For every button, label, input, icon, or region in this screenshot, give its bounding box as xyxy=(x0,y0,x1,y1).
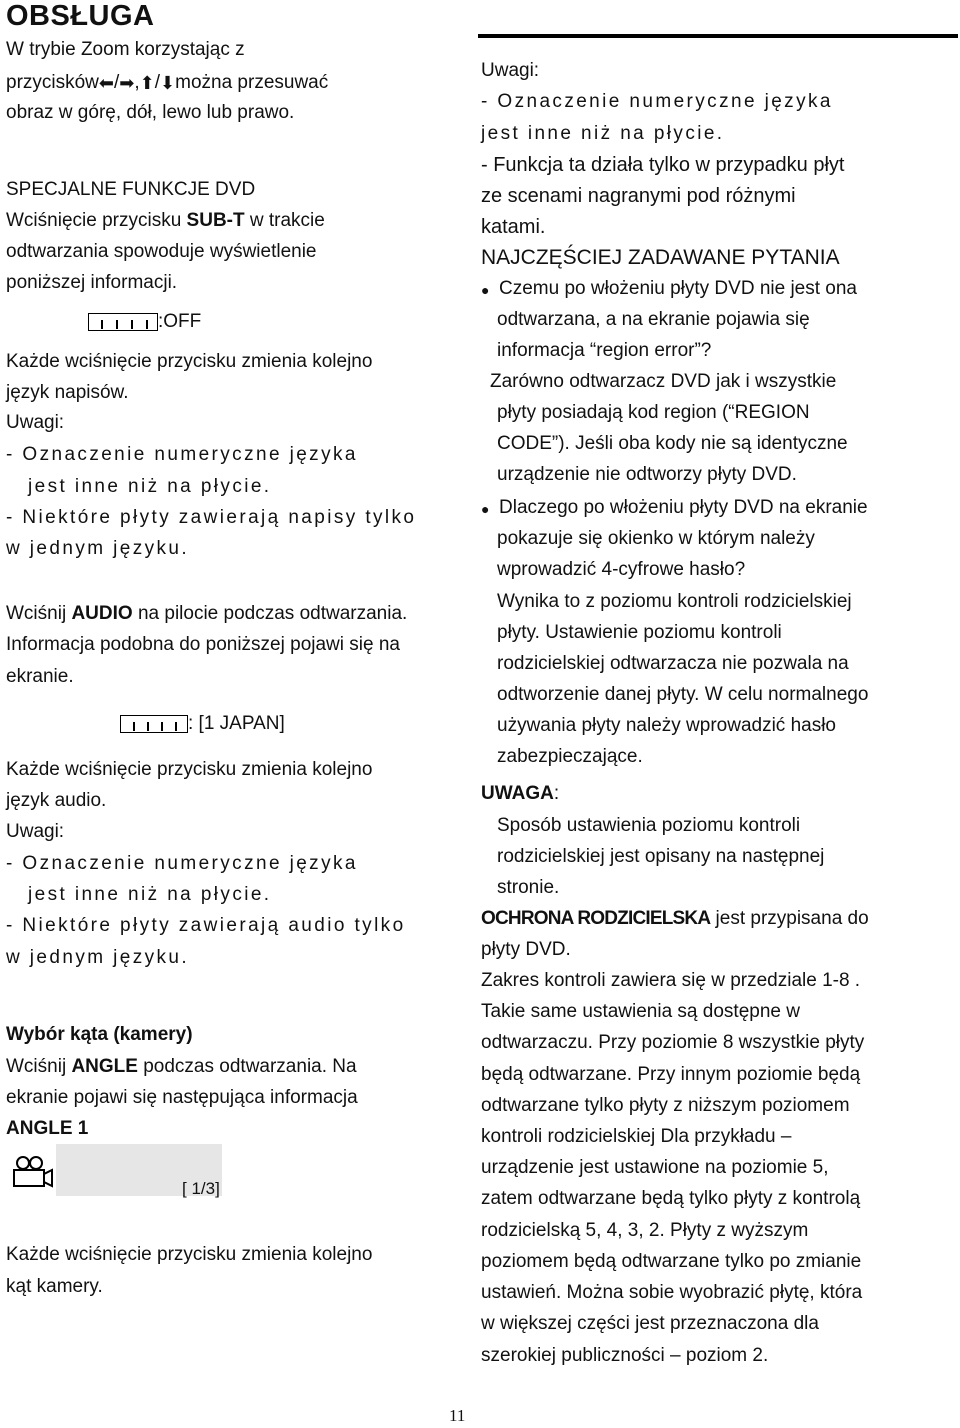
angle-title: Wybór kąta (kamery) xyxy=(6,1024,193,1045)
note-text: - Funkcja ta działa tylko w przypadku płyt xyxy=(481,154,845,176)
angle-osd-value: [ 1/3] xyxy=(182,1179,220,1198)
note-text: - Niektóre płyty zawierają audio tylko xyxy=(6,915,406,936)
faq-answer: Wynika to z poziomu kontroli rodzicielskiej xyxy=(497,591,852,612)
parental-text: zatem odtwarzane będą tylko płyty z kontrolą xyxy=(481,1188,861,1209)
zoom-line-1: W trybie Zoom korzystając z xyxy=(6,39,245,60)
parental-text: Zakres kontroli zawiera się w przedziale 1-8 . xyxy=(481,970,861,991)
faq-answer: płyty. Ustawienie poziomu kontroli xyxy=(497,622,782,643)
parental-text: będą odtwarzane. Przy innym poziomie będą xyxy=(481,1064,861,1085)
note-text: - Oznaczenie numeryczne języka xyxy=(6,444,358,465)
subt-line-1: Wciśnięcie przycisku SUB-T w trakcie xyxy=(6,210,325,231)
audio-each-2: język audio. xyxy=(6,790,107,811)
faq-answer: CODE”). Jeśli oba kody nie są identyczne xyxy=(497,433,848,454)
parental-text: ustawień. Można sobie wyobrazić płytę, która xyxy=(481,1282,863,1303)
parental-text: kontroli rodzicielskiej Dla przykładu – xyxy=(481,1126,792,1147)
uwaga-label: UWAGA: xyxy=(481,783,560,804)
faq-answer: odtworzenie danej płyty. W celu normalnego xyxy=(497,684,869,705)
notes-label: Uwagi: xyxy=(6,821,65,842)
uwaga-text: Sposób ustawienia poziomu kontroli xyxy=(497,815,801,836)
parental-text: Takie same ustawienia są dostępne w xyxy=(481,1001,800,1022)
faq-title: NAJCZĘŚCIEJ ZADAWANE PYTANIA xyxy=(481,246,840,269)
audio-osd-icon xyxy=(120,715,188,733)
faq-answer: rodzicielskiej odtwarzacza nie pozwala na xyxy=(497,653,849,674)
note-text: jest inne niż na płycie. xyxy=(28,884,272,905)
parental-text: rodzicielską 5, 4, 3, 2. Płyty z wyższym xyxy=(481,1220,809,1241)
subt-line-3: poniższej informacji. xyxy=(6,272,178,293)
faq-question: Dlaczego po włożeniu płyty DVD na ekranie xyxy=(499,497,868,518)
parental-heading: OCHRONA RODZICIELSKA jest przypisana do xyxy=(481,908,869,929)
faq-question: informacja “region error”? xyxy=(497,340,712,361)
angle-line-3: ANGLE 1 xyxy=(6,1118,89,1139)
note-text: w jednym języku. xyxy=(6,538,190,559)
audio-line-2: Informacja podobna do poniższej pojawi się na xyxy=(6,634,400,655)
note-text: katami. xyxy=(481,216,546,238)
left-arrow-icon: ⬅ xyxy=(98,73,114,93)
note-text: - Oznaczenie numeryczne języka xyxy=(481,91,833,112)
faq-question: odtwarzana, a na ekranie pojawia się xyxy=(497,309,810,330)
faq-answer: Zarówno odtwarzacz DVD jak i wszystkie xyxy=(490,371,837,392)
note-text: jest inne niż na płycie. xyxy=(481,123,725,144)
parental-text: szerokiej publiczności – poziom 2. xyxy=(481,1345,769,1366)
audio-line-1: Wciśnij AUDIO na pilocie podczas odtwarzania. xyxy=(6,603,408,624)
faq-answer: używania płyty należy wprowadzić hasło xyxy=(497,715,836,736)
faq-question: pokazuje się okienko w którym należy xyxy=(497,528,815,549)
bullet-icon: ● xyxy=(481,282,490,298)
note-text: ze scenami nagranymi pod różnymi xyxy=(481,185,796,207)
faq-answer: urządzenie nie odtworzy płyty DVD. xyxy=(497,464,797,485)
angle-line-1: Wciśnij ANGLE podczas odtwarzania. Na xyxy=(6,1056,357,1077)
camera-icon xyxy=(12,1155,54,1189)
notes-label: Uwagi: xyxy=(6,412,65,433)
zoom-line-2: przycisków⬅/➡,⬆/⬇można przesuwać xyxy=(6,72,329,94)
note-text: w jednym języku. xyxy=(6,947,190,968)
zoom-line-3: obraz w górę, dół, lewo lub prawo. xyxy=(6,102,295,123)
parental-text: urządzenie jest ustawione na poziomie 5, xyxy=(481,1157,829,1178)
right-arrow-icon: ➡ xyxy=(119,73,135,93)
faq-question: Czemu po włożeniu płyty DVD nie jest ona xyxy=(499,278,858,299)
bullet-icon: ● xyxy=(481,501,490,517)
down-arrow-icon: ⬇ xyxy=(160,73,176,93)
faq-question: wprowadzić 4-cyfrowe hasło? xyxy=(497,559,746,580)
audio-line-3: ekranie. xyxy=(6,666,74,687)
subt-line-2: odtwarzania spowoduje wyświetlenie xyxy=(6,241,317,262)
subt-each-2: język napisów. xyxy=(6,382,129,403)
note-text: - Oznaczenie numeryczne języka xyxy=(6,853,358,874)
section-title-dvd: SPECJALNE FUNKCJE DVD xyxy=(6,179,256,200)
subtitle-osd: :OFF xyxy=(88,310,201,334)
up-arrow-icon: ⬆ xyxy=(139,73,155,93)
parental-text: poziomem będą odtwarzane tylko po zmianie xyxy=(481,1251,862,1272)
uwaga-text: rodzicielskiej jest opisany na następnej xyxy=(497,846,825,867)
parental-text: odtwarzaczu. Przy poziomie 8 wszystkie płyty xyxy=(481,1032,865,1053)
note-text: - Niektóre płyty zawierają napisy tylko xyxy=(6,507,417,528)
angle-each-1: Każde wciśnięcie przycisku zmienia kolejno xyxy=(6,1244,373,1265)
parental-text: odtwarzane tylko płyty z niższym poziomem xyxy=(481,1095,850,1116)
faq-answer: płyty posiadają kod region (“REGION xyxy=(497,402,810,423)
header-rule xyxy=(478,34,958,38)
angle-each-2: kąt kamery. xyxy=(6,1276,103,1297)
audio-osd: : [1 JAPAN] xyxy=(120,712,285,736)
parental-text: w większej części jest przeznaczona dla xyxy=(481,1313,819,1334)
angle-line-2: ekranie pojawi się następująca informacja xyxy=(6,1087,358,1108)
notes-label: Uwagi: xyxy=(481,60,540,81)
subtitle-osd-icon xyxy=(88,313,158,331)
parental-text: płyty DVD. xyxy=(481,939,571,960)
page-number: 11 xyxy=(449,1406,466,1425)
page-title: OBSŁUGA xyxy=(6,0,155,32)
audio-each-1: Każde wciśnięcie przycisku zmienia kolejno xyxy=(6,759,373,780)
uwaga-text: stronie. xyxy=(497,877,560,898)
faq-answer: zabezpieczające. xyxy=(497,746,643,767)
subt-each-1: Każde wciśnięcie przycisku zmienia kolejno xyxy=(6,351,373,372)
note-text: jest inne niż na płycie. xyxy=(28,476,272,497)
